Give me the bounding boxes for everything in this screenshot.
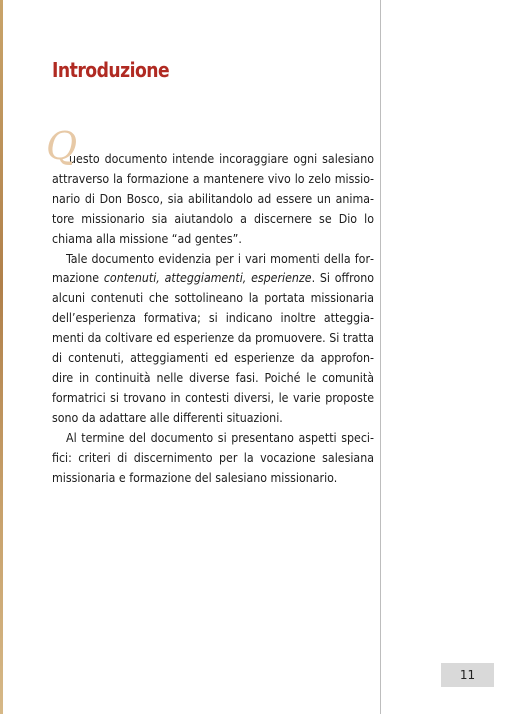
paragraph-2-emphasis: contenuti, atteggiamenti, esperienze (103, 271, 312, 286)
paragraph-2 (52, 250, 374, 429)
page-number: 11 (459, 668, 476, 682)
paragraph-1-text: uesto documento intende incoraggiare ogni salesiano attraverso la formazione a mantenere vivo lo zelo missionario di Don Bosco, sia abilitandolo ad essere un animatore missionario sia aiutandolo a discernere se Dio lo chiama alla missione “ad gentes”. (52, 152, 374, 246)
body-text (46, 124, 374, 488)
paragraph-3: Al termine del documento si presentano aspetti specifici: criteri di discernimento per la vocazione salesiana missionaria e formazione del salesiano missionario. (52, 430, 374, 485)
paragraph-1 (46, 124, 374, 250)
page-title: Introduzione (52, 58, 170, 82)
page-edge-decoration (0, 0, 3, 714)
page-number-box (441, 663, 494, 687)
drop-cap (46, 124, 78, 168)
paragraph-2-text-start: Tale documento evidenzia per i vari momenti della formazione (52, 251, 374, 286)
drop-cap-letter: Q (46, 124, 78, 168)
page-gutter-line (380, 0, 381, 714)
paragraph-2-text-end: . Si offrono alcuni contenuti che sottolineano la portata missionaria dell’esperienza formativa; si indicano inoltre atteggiamenti da coltivare ed esperienze da promuovere. Si tratta di contenuti, atteggiamenti ed esperienze da approfondire in continuità nelle diverse fasi. Poiché le comunità formatrici si trovano in contesti diversi, le varie proposte sono da adattare alle differenti situazioni. (52, 271, 374, 425)
